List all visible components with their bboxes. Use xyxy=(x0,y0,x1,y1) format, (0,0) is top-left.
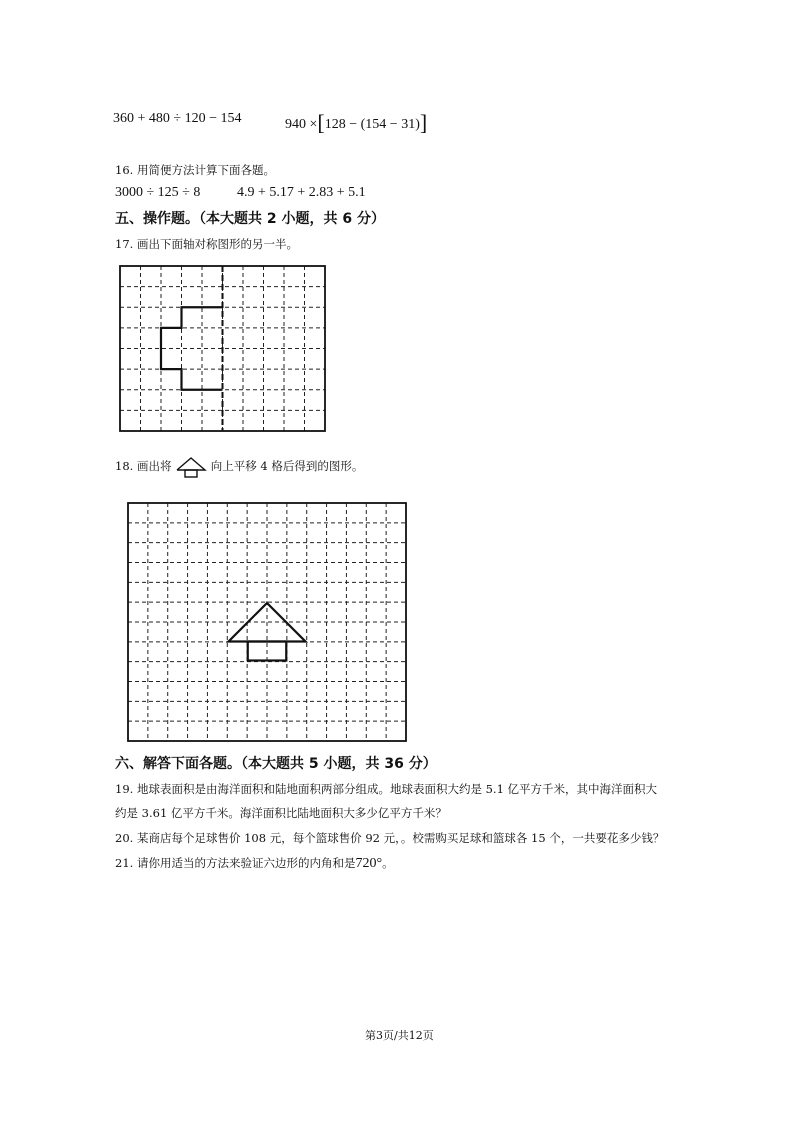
q17-symmetry-grid[interactable] xyxy=(110,256,340,446)
right-bracket-icon: ] xyxy=(419,110,428,135)
q21-text xyxy=(115,855,394,872)
q18-prompt-after: 向上平移 4 格后得到的图形。 xyxy=(210,459,364,473)
q19-line-1: 19. 地球表面积是由海洋面积和陆地面积两部分组成。地球表面积大约是 5.1 亿平方千米，其中海洋面积大 xyxy=(115,782,658,796)
section-6-heading: 六、解答下面各题。（本大题共 5 小题，共 36 分） xyxy=(115,756,437,772)
q19-line-2: 约是 3.61 亿平方千米。海洋面积比陆地面积大多少亿平方千米？ xyxy=(115,806,447,820)
q16-expression-2: 4.9 + 5.17 + 2.83 + 5.1 xyxy=(237,185,366,200)
q16-expression-1: 3000 ÷ 125 ÷ 8 xyxy=(115,185,201,200)
q16-prompt: 16. 用简便方法计算下面各题。 xyxy=(115,163,275,177)
q15-expression-2-prefix: 940 × xyxy=(285,117,318,132)
q18-translation-grid[interactable] xyxy=(120,495,415,750)
left-bracket-icon: [ xyxy=(317,110,325,135)
page-number: 第3页/共12页 xyxy=(365,1029,434,1042)
q17-prompt: 17. 画出下面轴对称图形的另一半。 xyxy=(115,237,298,251)
q15-expression-1: 360 + 480 ÷ 120 − 154 xyxy=(113,111,242,126)
q18-prompt-before: 18. 画出将 xyxy=(115,459,172,473)
q15-expression-2-inner: 128 − (154 − 31) xyxy=(324,117,420,132)
q20-text: 20. 某商店每个足球售价 108 元，每个篮球售价 92 元，。校需购买足球和篮球各 15 个，一共要花多少钱？ xyxy=(115,831,665,845)
house-shape-icon xyxy=(175,455,207,479)
q18-grid-lines xyxy=(128,503,406,741)
section-5-heading: 五、操作题。（本大题共 2 小题，共 6 分） xyxy=(115,211,385,227)
q18-prompt xyxy=(115,455,363,479)
q21-text-after: 。 xyxy=(382,856,394,870)
q15-expression-2 xyxy=(285,108,427,134)
q21-angle: 720° xyxy=(355,856,383,871)
q21-text-before: 21. 请你用适当的方法来验证六边形的内角和是 xyxy=(115,856,356,870)
